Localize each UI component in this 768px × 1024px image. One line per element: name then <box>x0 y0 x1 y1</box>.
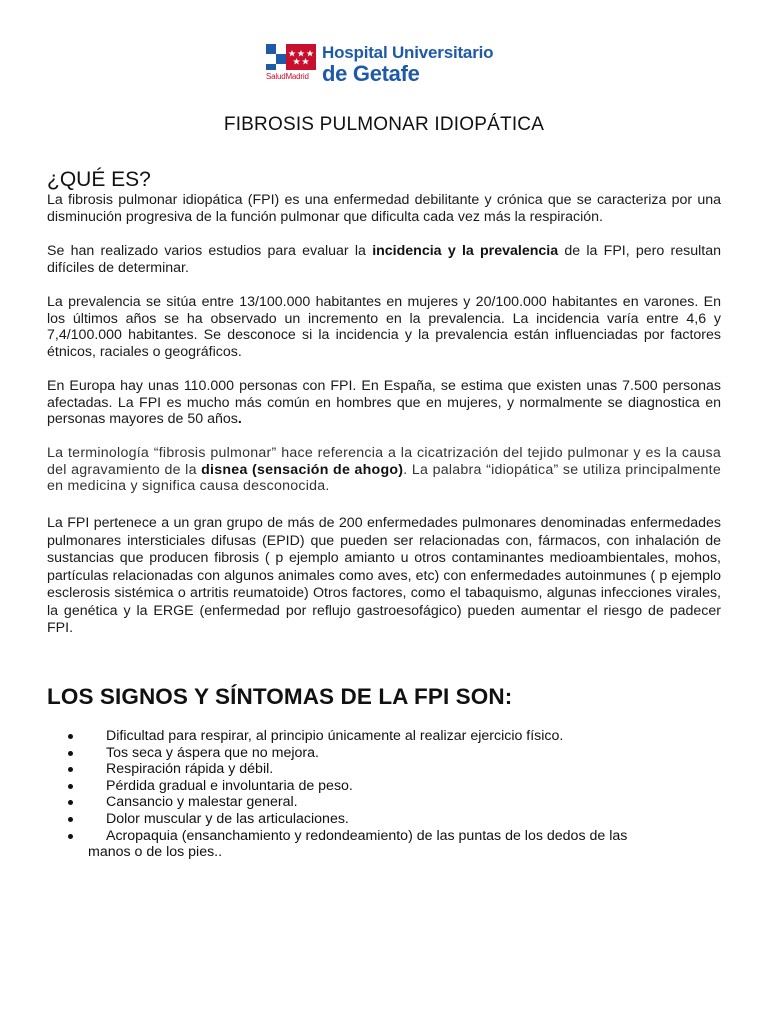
paragraph-definition: La fibrosis pulmonar idiopática (FPI) es una enfermedad debilitante y crónica que se caracteriza por una disminución progresiva de la función pulmonar que dificulta cada vez más la respiración. <box>47 192 721 225</box>
logo-hospital-name: Hospital Universitario <box>322 43 494 62</box>
list-item <box>60 745 710 762</box>
paragraph-europe-period: . <box>237 411 242 428</box>
bullet-icon <box>68 817 73 822</box>
bullet-icon <box>68 767 73 772</box>
bullet-icon <box>68 800 73 805</box>
paragraph-europe-text: En Europa hay unas 110.000 personas con FPI. En España, se estima que existen unas 7.500 personas afectadas. La FPI es mucho más común en hombres que en mujeres, y normalmente se diagnostica en personas mayores de 50 años <box>47 378 721 428</box>
list-item-text: Pérdida gradual e involuntaria de peso. <box>106 777 353 794</box>
paragraph-europe <box>47 378 721 428</box>
paragraph-studies-text-a: Se han realizado varios estudios para evaluar la <box>47 243 373 259</box>
list-item-text: Dolor muscular y de las articulaciones. <box>106 810 349 827</box>
bullet-icon <box>68 834 73 839</box>
list-item-text: Respiración rápida y débil. <box>106 761 274 778</box>
list-item <box>60 761 710 778</box>
section-heading-signos: LOS SIGNOS Y SÍNTOMAS DE LA FPI SON: <box>47 684 513 709</box>
list-item-text: Cansancio y malestar general. <box>106 794 298 811</box>
paragraph-terminology-bold: disnea (sensación de ahogo) <box>201 461 404 478</box>
hospital-logo <box>266 42 516 86</box>
logo-hospital-city: de Getafe <box>322 61 420 86</box>
paragraph-terminology <box>47 445 721 495</box>
logo-subtext: SaludMadrid <box>266 72 309 81</box>
symptoms-list <box>60 728 710 861</box>
list-item-text: Acropaquia (ensanchamiento y redondeamiento) de las puntas de los dedos de las <box>106 827 628 844</box>
paragraph-terminology-text-a: La terminología “fibrosis pulmonar” hace referencia a la cicatrización del tejido pulmonar y es la causa del agravamiento de la <box>47 445 721 478</box>
list-item-text: Dificultad para respirar, al principio únicamente al realizar ejercicio físico. <box>106 728 564 744</box>
bullet-icon <box>68 751 73 756</box>
list-item <box>60 778 710 795</box>
list-item <box>60 828 710 861</box>
paragraph-studies-text-c: de la FPI, pero resultan difíciles de determinar. <box>47 243 722 276</box>
paragraph-studies-bold: incidencia y la prevalencia <box>372 243 559 259</box>
bullet-icon <box>68 784 73 789</box>
list-item <box>60 811 710 828</box>
document-title: FIBROSIS PULMONAR IDIOPÁTICA <box>223 114 545 135</box>
list-item <box>60 728 710 745</box>
paragraph-studies <box>47 243 721 276</box>
section-heading-que-es: ¿QUÉ ES? <box>47 168 151 191</box>
list-item-text: Tos seca y áspera que no mejora. <box>106 744 319 761</box>
list-item <box>60 794 710 811</box>
list-item-text-continuation: manos o de los pies.. <box>88 844 223 861</box>
paragraph-prevalence: La prevalencia se sitúa entre 13/100.000 habitantes en mujeres y 20/100.000 habitantes en varones. En los últimos años se ha observado un incremento en la prevalencia. La incidencia varía entre 4,6 y 7,4/100.000 habitantes. Se desconoce si la incidencia y la prevalencia están influenciadas por factores étnicos, raciales o geográficos. <box>47 294 721 360</box>
paragraph-epid: La FPI pertenece a un gran grupo de más de 200 enfermedades pulmonares denominadas enfermedades pulmonares intersticiales difusas (EPID) que pueden ser relacionadas con, fármacos, con inhalación de sustancias que producen fibrosis ( p ejemplo amianto u otros contaminantes medioambientales, mohos, partículas relacionadas con algunos animales como aves, etc) con enfermedades autoinmunes ( p ejemplo esclerosis sistémica o artritis reumatoide) Otros factores, como el tabaquismo, algunas infecciones virales, la genética y la ERGE (enfermedad por reflujo gastroesofágico) pueden aumentar el riesgo de padecer FPI. <box>47 515 721 636</box>
paragraph-terminology-text-c: . La palabra “idiopática” se utiliza principalmente en medicina y significa causa desconocida. <box>47 461 721 495</box>
bullet-icon <box>68 734 73 739</box>
